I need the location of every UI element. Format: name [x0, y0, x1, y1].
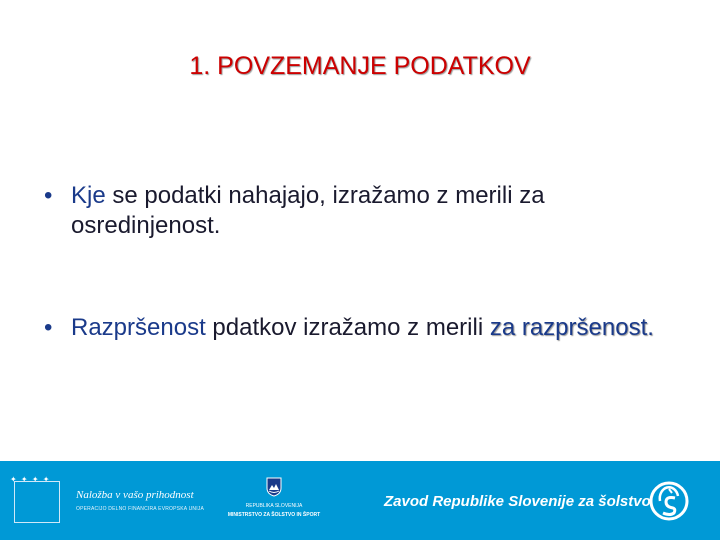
bullet-highlight-word: Razpršenost	[71, 314, 206, 341]
slovenia-crest-icon	[266, 477, 282, 497]
eu-frame	[14, 481, 60, 523]
bullet-body-text: se podatki nahajajo, izražamo z merili za osredinjenost.	[71, 182, 545, 239]
bullet-tail-text: za razpršenost.	[489, 314, 654, 341]
bullet-marker: •	[44, 314, 53, 341]
eu-logo	[10, 473, 210, 533]
eu-flag-icon: ✦ ✦ ✦ ✦	[10, 475, 51, 484]
bullet-item-2	[44, 313, 684, 343]
ministry-line-2: MINISTRSTVO ZA ŠOLSTVO IN ŠPORT	[227, 512, 321, 518]
ministry-logo	[218, 475, 338, 535]
slide-title: 1. POVZEMANJE PODATKOV	[189, 52, 531, 80]
zrss-logo-icon	[648, 480, 690, 522]
bullet-item-1	[44, 181, 684, 241]
eu-logo-title: Naložba v vašo prihodnost	[76, 489, 194, 501]
bullet-body-text: pdatkov izražamo z merili	[205, 314, 490, 341]
footer-bar	[0, 461, 720, 540]
bullet-highlight-word: Kje	[71, 182, 106, 209]
institute-name: Zavod Republike Slovenije za šolstvo	[384, 493, 651, 510]
bullet-text	[44, 181, 684, 241]
ministry-line-1: REPUBLIKA SLOVENIJA	[245, 503, 303, 509]
bullet-text	[44, 313, 684, 343]
bullet-marker: •	[44, 182, 53, 209]
eu-logo-subtitle: OPERACIJO DELNO FINANCIRA EVROPSKA UNIJA	[76, 506, 205, 512]
